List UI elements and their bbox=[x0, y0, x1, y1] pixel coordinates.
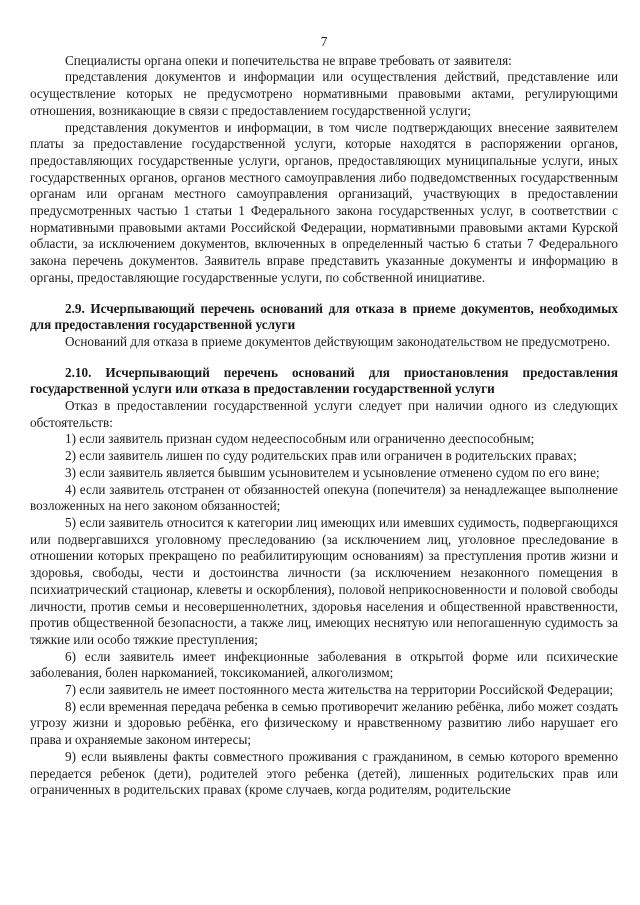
list-item: 3) если заявитель является бывшим усыновителем и усыновление отменено судом по его вине; bbox=[65, 464, 600, 480]
document-page bbox=[30, 34, 618, 799]
list-item: 9) если выявлены факты совместного проживания с гражданином, в семью которого временно передается ребенок (дети), родителей этого ребенка (детей), лишенных родительских прав или ограниченных в родительских правах (кроме случаев, когда родителям, родительские bbox=[30, 748, 618, 798]
section-2-9-heading: 2.9. Исчерпывающий перечень оснований для отказа в приеме документов, необходимых для предоставления государственной услуги bbox=[30, 300, 618, 333]
list-item: 5) если заявитель относится к категории лиц имеющих или имевших судимость, подвергающихся или подвергавшихся уголовному преследованию (за исключением лиц, уголовное преследование в отношении которых прекращено по реабилитирующим основаниям) за преступления против жизни и здоровья, свободы, чести и достоинства личности (за исключением незаконного помещения в психиатрический стационар, клеветы и оскорбления), половой неприкосновенности и половой свободы личности, против семьи и несовершеннолетних, здоровья населения и общественной нравственности, против общественной безопасности, а также лиц, имеющих неснятую или непогашенную судимость за тяжкие или особо тяжкие преступления; bbox=[30, 514, 618, 647]
list-item: 8) если временная передача ребенка в семью противоречит желанию ребёнка, либо может создать угрозу жизни и здоровью ребёнка, его физическому и нравственному развитию либо нарушает его права и охраняемые законом интересы; bbox=[30, 698, 618, 748]
paragraph: представления документов и информации, в том числе подтверждающих внесение заявителем платы за предоставление государственной услуги, которые находятся в распоряжении органов, предоставляющих государственные услуги, органов, предоставляющих муниципальные услуги, иных государственных органов, органов местного самоуправления либо подведомственных государственным органам или органам местного самоуправления организаций, участвующих в предоставлении предусмотренных частью 1 статьи 1 Федерального закона государственных услуг, в соответствии с нормативными правовыми актами Российской Федерации, нормативными правовыми актами Курской области, за исключением документов, включенных в определенный частью 6 статьи 7 Федерального закона перечень документов. Заявитель вправе представить указанные документы и информацию в органы, предоставляющие государственные услуги, по собственной инициативе. bbox=[30, 119, 618, 285]
section-2-9-text: Оснований для отказа в приеме документов действующим законодательством не предусмотрено. bbox=[65, 333, 611, 349]
list-item: 4) если заявитель отстранен от обязанностей опекуна (попечителя) за ненадлежащее выполнение возложенных на него законом обязанностей; bbox=[30, 481, 618, 514]
list-item: 6) если заявитель имеет инфекционные заболевания в открытой форме или психические заболевания, болен наркоманией, токсикоманией, алкоголизмом; bbox=[30, 648, 618, 681]
list-item: 2) если заявитель лишен по суду родительских прав или ограничен в родительских правах; bbox=[65, 448, 577, 464]
section-2-10-heading: 2.10. Исчерпывающий перечень оснований для приостановления предоставления государственной услуги или отказа в предоставлении государственной услуги bbox=[30, 364, 618, 397]
page-number: 7 bbox=[320, 34, 328, 49]
paragraph: Специалисты органа опеки и попечительства не вправе требовать от заявителя: bbox=[65, 52, 512, 68]
list-item: 1) если заявитель признан судом недееспособным или ограниченно дееспособным; bbox=[65, 431, 535, 447]
paragraph: представления документов и информации или осуществления действий, представление или осуществление которых не предусмотрено нормативными правовыми актами, регулирующими отношения, возникающие в связи с предоставлением государственной услуги; bbox=[30, 69, 618, 118]
list-item: 7) если заявитель не имеет постоянного места жительства на территории Российской Федерации; bbox=[65, 682, 614, 698]
section-2-10-intro: Отказ в предоставлении государственной услуги следует при наличии одного из следующих обстоятельств: bbox=[30, 398, 618, 430]
